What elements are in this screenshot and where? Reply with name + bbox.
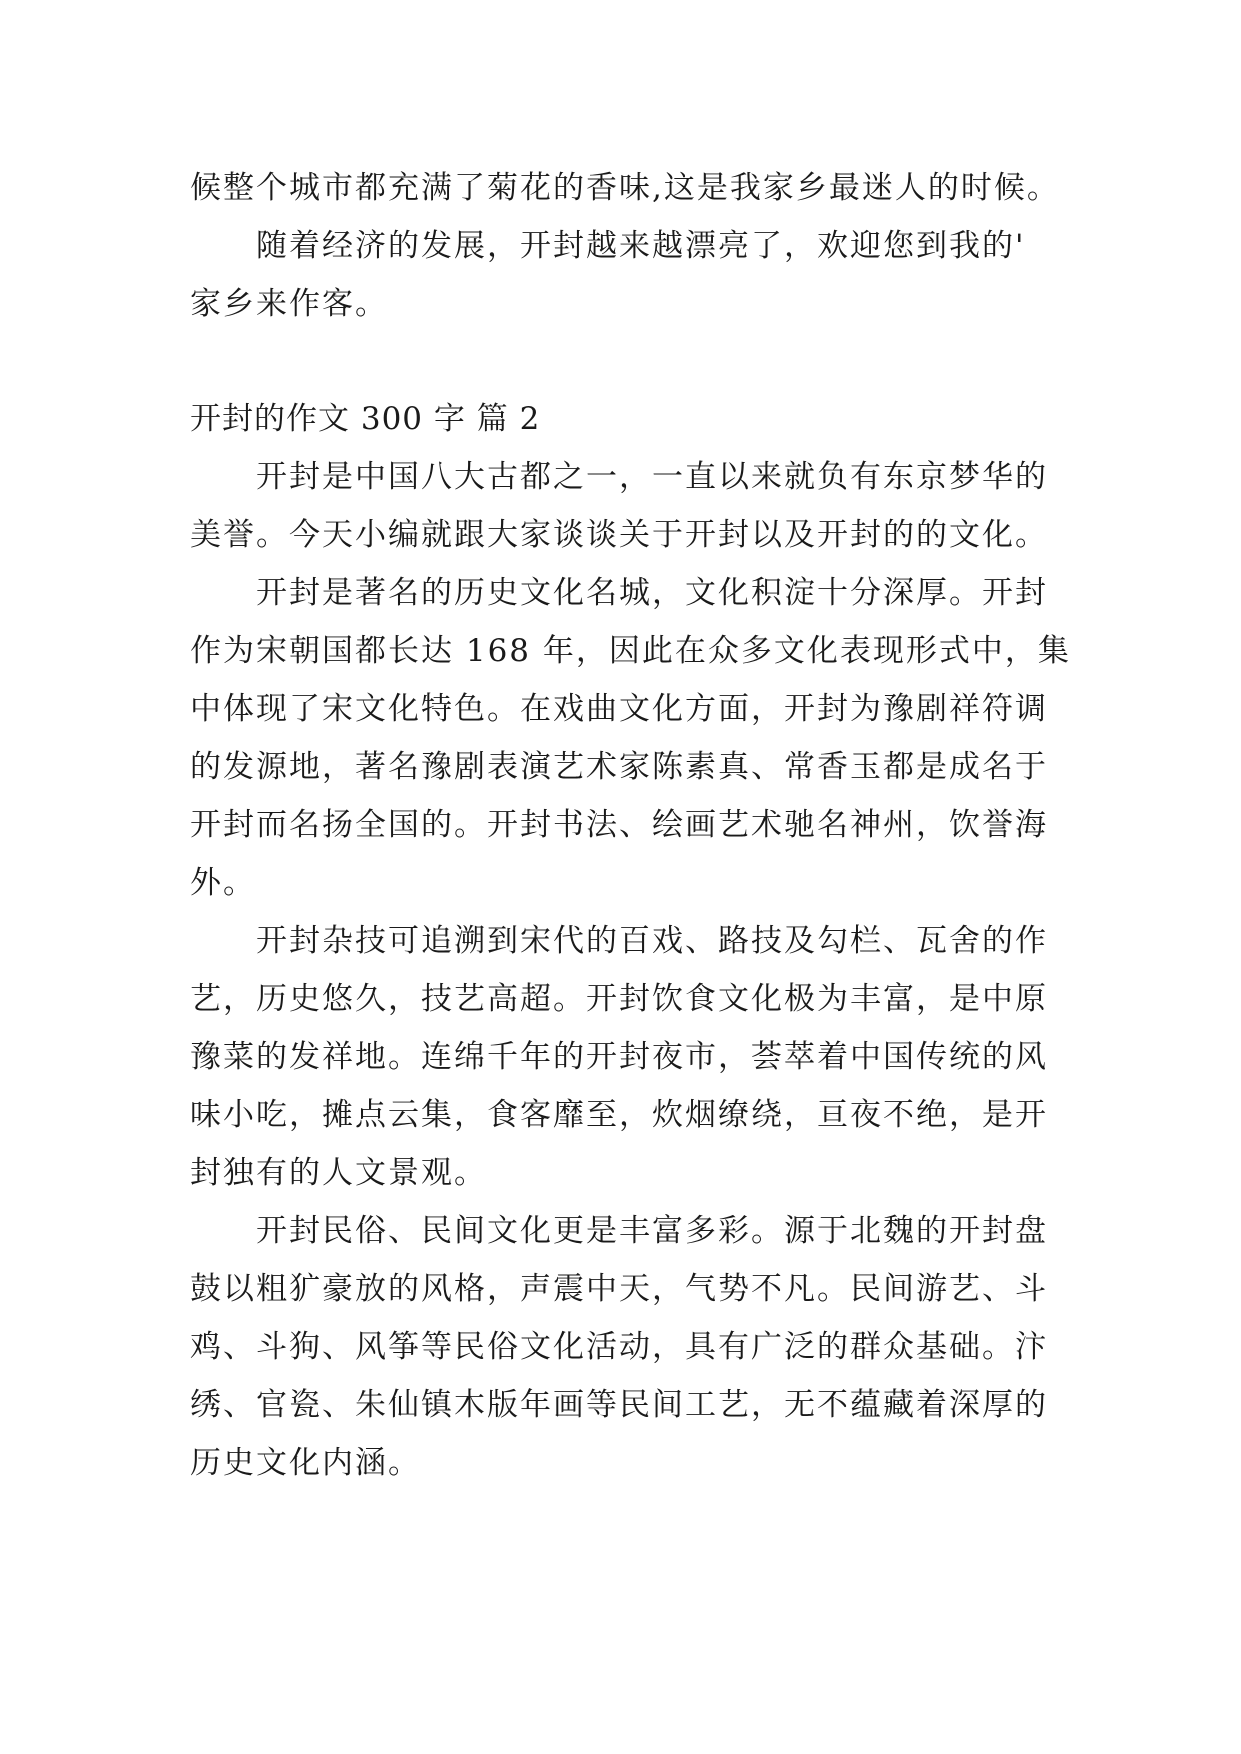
section-heading: 开封的作文 300 字 篇 2: [190, 401, 541, 437]
paragraph-line: 鸡、斗狗、风筝等民俗文化活动，具有广泛的群众基础。汴: [190, 1329, 1048, 1365]
paragraph-line: 艺，历史悠久，技艺高超。开封饮食文化极为丰富，是中原: [190, 981, 1048, 1017]
paragraph-line: 的发源地，著名豫剧表演艺术家陈素真、常香玉都是成名于: [190, 749, 1048, 785]
paragraph-line: 绣、官瓷、朱仙镇木版年画等民间工艺，无不蕴藏着深厚的: [190, 1387, 1048, 1423]
paragraph-line: 开封是著名的历史文化名城，文化积淀十分深厚。开封: [256, 575, 1048, 611]
paragraph-line: 开封杂技可追溯到宋代的百戏、路技及勾栏、瓦舍的作: [256, 923, 1048, 959]
paragraph-line: 豫菜的发祥地。连绵千年的开封夜市，荟萃着中国传统的风: [190, 1039, 1048, 1075]
paragraph-line: 开封而名扬全国的。开封书法、绘画艺术驰名神州，饮誉海: [190, 807, 1048, 843]
paragraph-line: 封独有的人文景观。: [190, 1155, 487, 1191]
paragraph-line: 味小吃，摊点云集，食客靡至，炊烟缭绕，亘夜不绝，是开: [190, 1097, 1048, 1133]
paragraph-line: 美誉。今天小编就跟大家谈谈关于开封以及开封的的文化。: [190, 517, 1048, 553]
continuation-line: 候整个城市都充满了菊花的香味,这是我家乡最迷人的时候。: [190, 170, 1060, 206]
paragraph-line: 作为宋朝国都长达 168 年，因此在众多文化表现形式中，集: [190, 633, 1071, 669]
paragraph-line: 开封民俗、民间文化更是丰富多彩。源于北魏的开封盘: [256, 1213, 1048, 1249]
closing-paragraph-line: 随着经济的发展，开封越来越漂亮了，欢迎您到我的': [256, 228, 1026, 264]
closing-paragraph-line: 家乡来作客。: [190, 286, 388, 322]
paragraph-line: 历史文化内涵。: [190, 1445, 421, 1481]
paragraph-line: 外。: [190, 865, 256, 901]
paragraph-line: 开封是中国八大古都之一，一直以来就负有东京梦华的: [256, 459, 1048, 495]
paragraph-line: 鼓以粗犷豪放的风格，声震中天，气势不凡。民间游艺、斗: [190, 1271, 1048, 1307]
paragraph-line: 中体现了宋文化特色。在戏曲文化方面，开封为豫剧祥符调: [190, 691, 1048, 727]
